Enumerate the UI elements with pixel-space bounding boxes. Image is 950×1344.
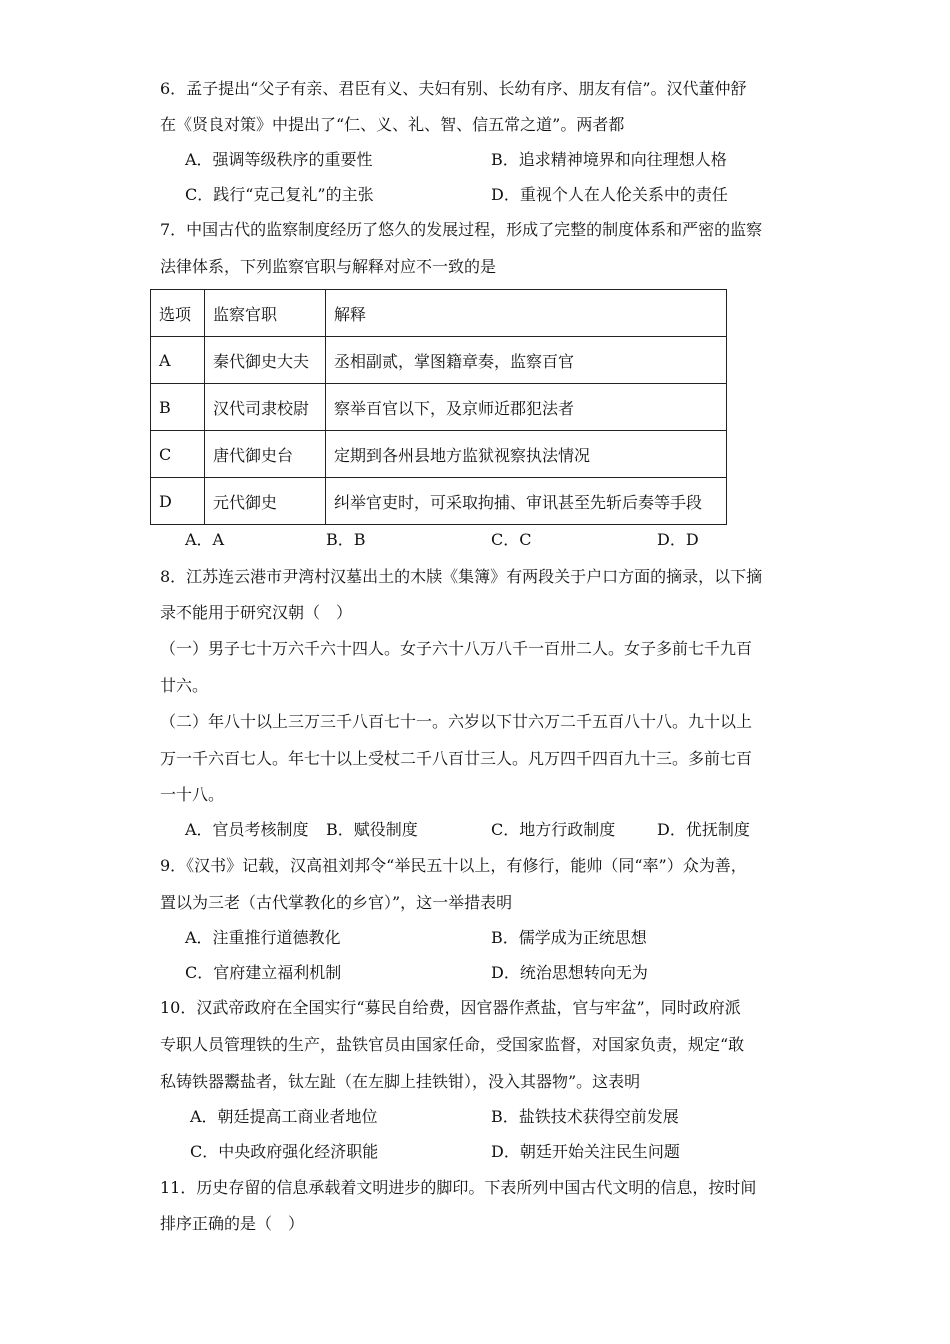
table-header-cell: 监察官职 (205, 290, 326, 337)
q7-table (150, 289, 727, 525)
q8-stem-line2: 录不能用于研究汉朝（ ） (160, 603, 353, 622)
table-header-row (151, 290, 727, 337)
q9-stem-line1: 9．《汉书》记载，汉高祖刘邦令“举民五十以上，有修行，能帅（同“率”）众为善， (160, 856, 747, 875)
q10-option-c: C．中央政府强化经济职能 (190, 1142, 379, 1161)
q10-option-a: A．朝廷提高工商业者地位 (190, 1107, 378, 1126)
q8-option-a: A．官员考核制度 (185, 820, 309, 839)
q8-excerpt2-line1: （二）年八十以上三万三千八百七十一。六岁以下廿六万二千五百八十八。九十以上 (160, 712, 753, 731)
q9-stem-line2: 置以为三老（古代掌教化的乡官）”，这一举措表明 (160, 893, 513, 912)
q6-option-d: D．重视个人在人伦关系中的责任 (491, 185, 728, 204)
table-cell: 汉代司隶校尉 (205, 384, 326, 431)
table-cell: D (151, 478, 205, 525)
q11-stem-line2: 排序正确的是（ ） (160, 1214, 305, 1233)
q6-option-b: B．追求精神境界和向往理想人格 (491, 150, 727, 169)
table-cell: C (151, 431, 205, 478)
table-cell: 元代御史 (205, 478, 326, 525)
q6-option-c: C．践行“克己复礼”的主张 (185, 185, 374, 204)
table-cell: B (151, 384, 205, 431)
q10-option-b: B．盐铁技术获得空前发展 (491, 1107, 679, 1126)
table-header-cell: 解释 (326, 290, 727, 337)
q8-option-c: C．地方行政制度 (491, 820, 616, 839)
q8-excerpt2-line3: 一十八。 (160, 785, 225, 804)
q9-option-b: B．儒学成为正统思想 (491, 928, 647, 947)
q10-stem-line3: 私铸铁器鬻盐者，钛左趾（在左脚上挂铁钳），没入其器物”。这表明 (160, 1072, 641, 1091)
q8-option-d: D．优抚制度 (657, 820, 750, 839)
q10-option-d: D．朝廷开始关注民生问题 (491, 1142, 680, 1161)
q8-excerpt1-line1: （一）男子七十万六千六十四人。女子六十八万八千一百卅二人。女子多前七千九百 (160, 639, 753, 658)
q10-stem-line1: 10．汉武帝政府在全国实行“募民自给费，因官器作煮盐，官与牢盆”，同时政府派 (160, 998, 741, 1017)
table-cell: 丞相副贰，掌图籍章奏，监察百官 (326, 337, 727, 384)
q8-stem-line1: 8．江苏连云港市尹湾村汉墓出土的木牍《集簿》有两段关于户口方面的摘录，以下摘 (160, 567, 763, 586)
table-cell: 秦代御史大夫 (205, 337, 326, 384)
table-row (151, 337, 727, 384)
q7-option-b: B．B (326, 530, 366, 549)
table-cell: 唐代御史台 (205, 431, 326, 478)
q7-option-a: A．A (185, 530, 225, 549)
q7-stem-line2: 法律体系，下列监察官职与解释对应不一致的是 (160, 257, 497, 276)
q7-option-d: D．D (657, 530, 699, 549)
q9-option-d: D．统治思想转向无为 (491, 963, 648, 982)
q8-excerpt1-line2: 廿六。 (160, 676, 209, 695)
q7-stem-line1: 7．中国古代的监察制度经历了悠久的发展过程，形成了完整的制度体系和严密的监察 (160, 220, 763, 239)
q9-option-a: A．注重推行道德教化 (185, 928, 341, 947)
table-row (151, 431, 727, 478)
table-header-cell: 选项 (151, 290, 205, 337)
table-row (151, 384, 727, 431)
q7-option-c: C．C (491, 530, 532, 549)
q8-excerpt2-line2: 万一千六百七人。年七十以上受杖二千八百廿三人。凡万四千四百九十三。多前七百 (160, 749, 753, 768)
q8-option-b: B．赋役制度 (326, 820, 418, 839)
table-cell: 察举百官以下，及京师近郡犯法者 (326, 384, 727, 431)
q6-stem-line1: 6．孟子提出“父子有亲、君臣有义、夫妇有别、长幼有序、朋友有信”。汉代董仲舒 (160, 79, 747, 98)
table-cell: 纠举官吏时，可采取拘捕、审讯甚至先斩后奏等手段 (326, 478, 727, 525)
q10-stem-line2: 专职人员管理铁的生产，盐铁官员由国家任命，受国家监督，对国家负责，规定“敢 (160, 1035, 745, 1054)
q6-stem-line2: 在《贤良对策》中提出了“仁、义、礼、智、信五常之道”。两者都 (160, 115, 625, 134)
table-row (151, 478, 727, 525)
table-cell: 定期到各州县地方监狱视察执法情况 (326, 431, 727, 478)
table-cell: A (151, 337, 205, 384)
q6-option-a: A．强调等级秩序的重要性 (185, 150, 373, 169)
q11-stem-line1: 11．历史存留的信息承载着文明进步的脚印。下表所列中国古代文明的信息，按时间 (160, 1178, 757, 1197)
q9-option-c: C．官府建立福利机制 (185, 963, 342, 982)
